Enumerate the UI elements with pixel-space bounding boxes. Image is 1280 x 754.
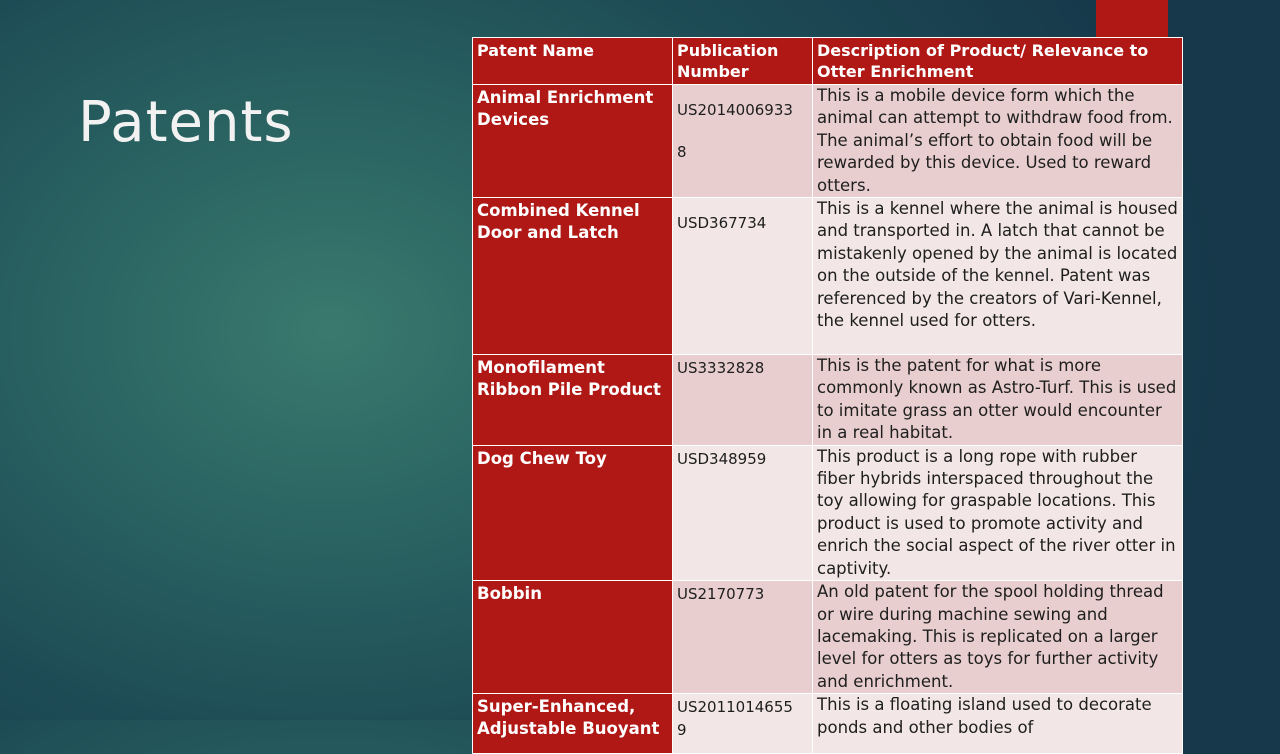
patent-name-cell: Combined Kennel Door and Latch — [473, 198, 673, 355]
header-description: Description of Product/ Relevance to Otter Enrichment — [813, 38, 1183, 85]
description-cell: This is a kennel where the animal is housed and transported in. A latch that cannot be mistakenly opened by the animal is located on the outside of the kennel. Patent was referenced by the creators of Vari-Kennel, the kennel used for otters. — [813, 198, 1183, 355]
patents-table — [472, 37, 1183, 754]
table-row — [473, 198, 1183, 355]
table-row — [473, 581, 1183, 694]
publication-number-part: US2011014655 — [677, 698, 793, 717]
publication-number-cell — [673, 85, 813, 198]
description-cell: This product is a long rope with rubber fiber hybrids interspaced throughout the toy allowing for graspable locations. This product is used to promote activity and enrich the social aspect of the river otter in captivity. — [813, 445, 1183, 580]
publication-number-cell: US3332828 — [673, 355, 813, 446]
publication-number-cell: USD348959 — [673, 445, 813, 580]
patent-name-cell: Super-Enhanced, Adjustable Buoyant — [473, 694, 673, 754]
publication-number-cell: USD367734 — [673, 198, 813, 355]
publication-number-part: US2014006933 — [677, 101, 793, 119]
publication-number-part: 9 — [677, 720, 687, 739]
description-cell: An old patent for the spool holding thread or wire during machine sewing and lacemaking. This is replicated on a larger level for otters as toys for further activity and enrichment. — [813, 581, 1183, 694]
publication-number-cell: US2170773 — [673, 581, 813, 694]
table-row — [473, 694, 1183, 754]
accent-tab — [1096, 0, 1168, 38]
patent-name-cell: Animal Enrichment Devices — [473, 85, 673, 198]
header-publication-number: Publication Number — [673, 38, 813, 85]
table-row — [473, 445, 1183, 580]
publication-number-part: 8 — [677, 143, 687, 162]
patent-name-cell: Bobbin — [473, 581, 673, 694]
description-cell: This is the patent for what is more commonly known as Astro-Turf. This is used to imitate grass an otter would encounter in a real habitat. — [813, 355, 1183, 446]
publication-number-cell — [673, 694, 813, 754]
description-cell: This is a mobile device form which the animal can attempt to withdraw food from. The animal’s effort to obtain food will be rewarded by this device. Used to reward otters. — [813, 85, 1183, 198]
slide-title: Patents — [78, 89, 294, 155]
header-patent-name: Patent Name — [473, 38, 673, 85]
table-header-row — [473, 38, 1183, 85]
patent-name-cell: Dog Chew Toy — [473, 445, 673, 580]
table-row — [473, 85, 1183, 198]
table-row — [473, 355, 1183, 446]
patent-name-cell: Monofilament Ribbon Pile Product — [473, 355, 673, 446]
description-cell: This is a floating island used to decorate ponds and other bodies of — [813, 694, 1183, 754]
